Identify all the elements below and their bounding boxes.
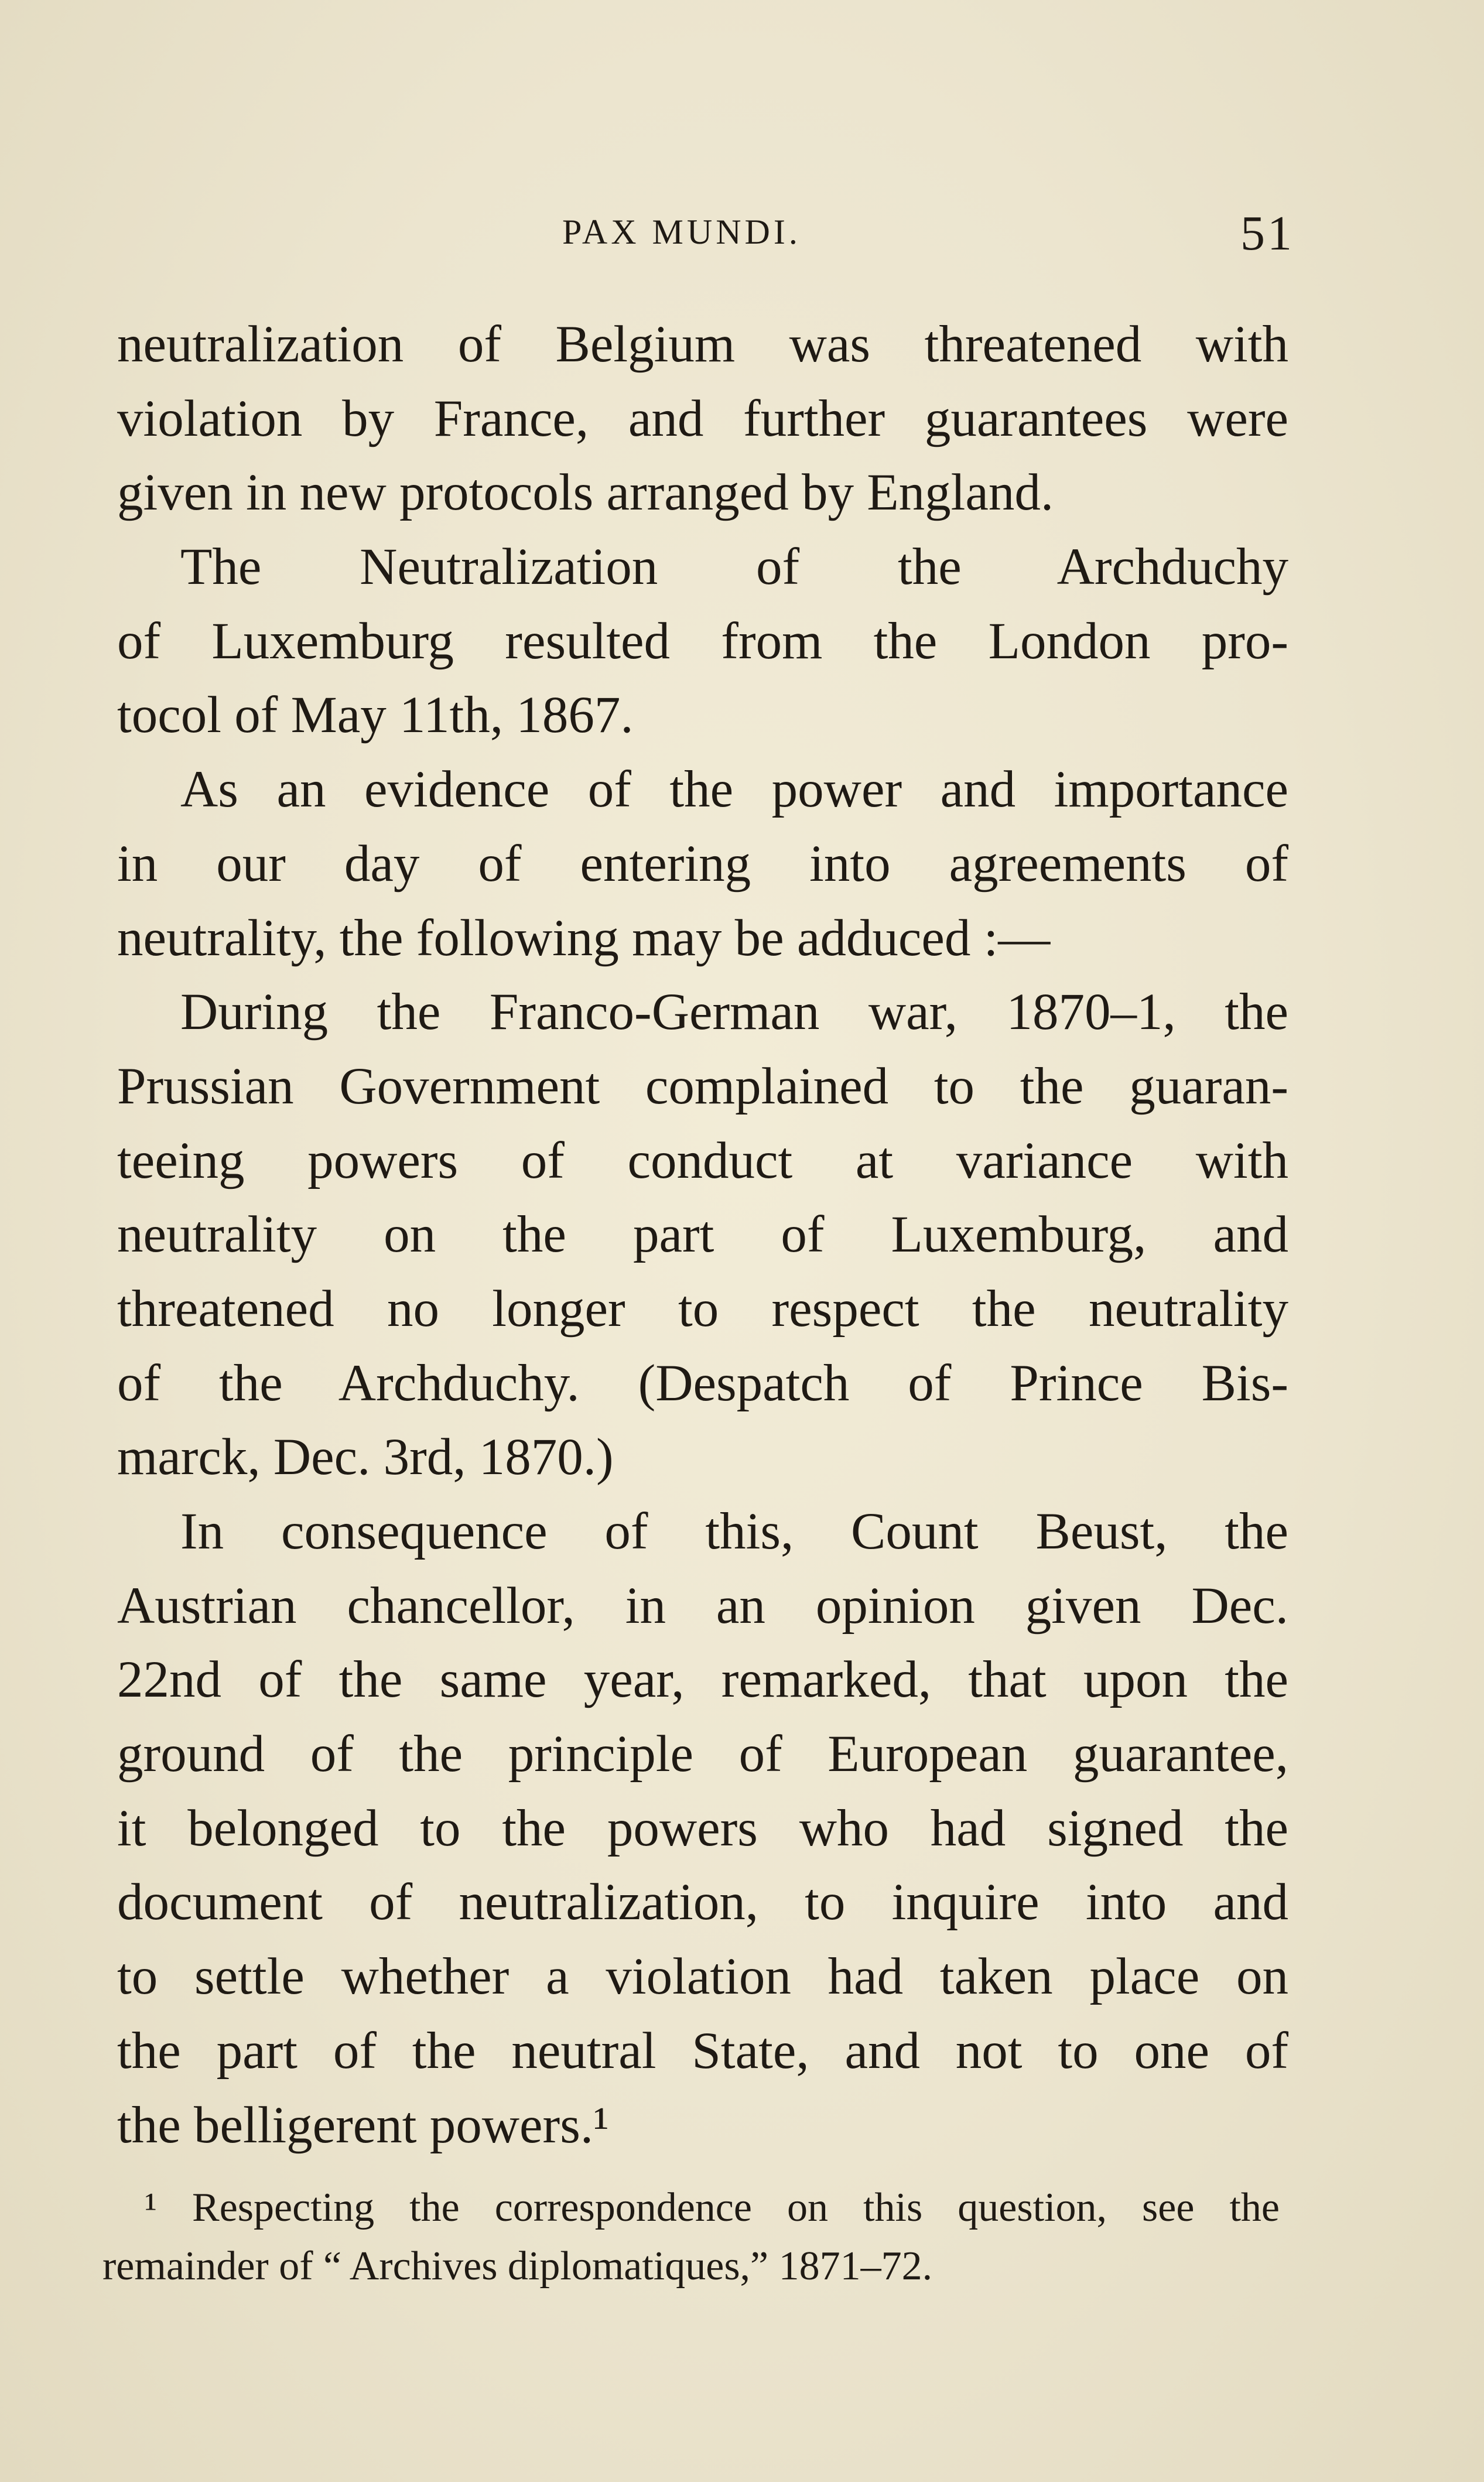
body-line: given in new protocols arranged by England. [117, 464, 1054, 522]
body-line: teeing powers of conduct at variance with [117, 1131, 1288, 1189]
body-line: tocol of May 11th, 1867. [117, 686, 634, 744]
body-line: to settle whether a violation had taken place on [117, 1948, 1288, 2006]
page-number: 51 [1240, 206, 1294, 261]
body-line: During the Franco-German war, 1870–1, the [180, 983, 1288, 1041]
body-line: in our day of entering into agreements of [117, 835, 1288, 893]
body-line: violation by France, and further guarantees were [117, 389, 1288, 447]
body-line: In consequence of this, Count Beust, the [180, 1503, 1288, 1560]
body-line: Austrian chancellor, in an opinion given Dec. [117, 1577, 1288, 1635]
body-line: As an evidence of the power and importance [180, 761, 1288, 819]
body-line: The Neutralization of the Archduchy [180, 538, 1288, 596]
footnote [102, 2179, 1280, 2296]
body-line: document of neutralization, to inquire into and [117, 1874, 1288, 1931]
body-line: the belligerent powers.¹ [117, 2096, 609, 2154]
body-line: neutrality, the following may be adduced :— [117, 909, 1051, 967]
body-line: it belonged to the powers who had signed the [117, 1799, 1288, 1857]
running-head-title: PAX MUNDI. [562, 213, 801, 251]
footnote-line: ¹ Respecting the correspondence on this question, see the [145, 2185, 1280, 2230]
body-line: 22nd of the same year, remarked, that upon the [117, 1651, 1288, 1709]
body-line: neutrality on the part of Luxemburg, and [117, 1206, 1288, 1264]
body-line: ground of the principle of European guarantee, [117, 1725, 1288, 1783]
body-line: threatened no longer to respect the neutrality [117, 1280, 1288, 1338]
footnote-line: remainder of “ Archives diplomatiques,” 1871–72. [102, 2244, 933, 2289]
body-text [117, 307, 1288, 2162]
body-line: the part of the neutral State, and not to one of [117, 2022, 1288, 2080]
body-line: Prussian Government complained to the guaran- [117, 1057, 1288, 1115]
body-line: neutralization of Belgium was threatened with [117, 316, 1288, 373]
body-line: marck, Dec. 3rd, 1870.) [117, 1428, 614, 1486]
body-line: of Luxemburg resulted from the London pro- [117, 612, 1288, 670]
body-line: of the Archduchy. (Despatch of Prince Bis- [117, 1354, 1288, 1412]
